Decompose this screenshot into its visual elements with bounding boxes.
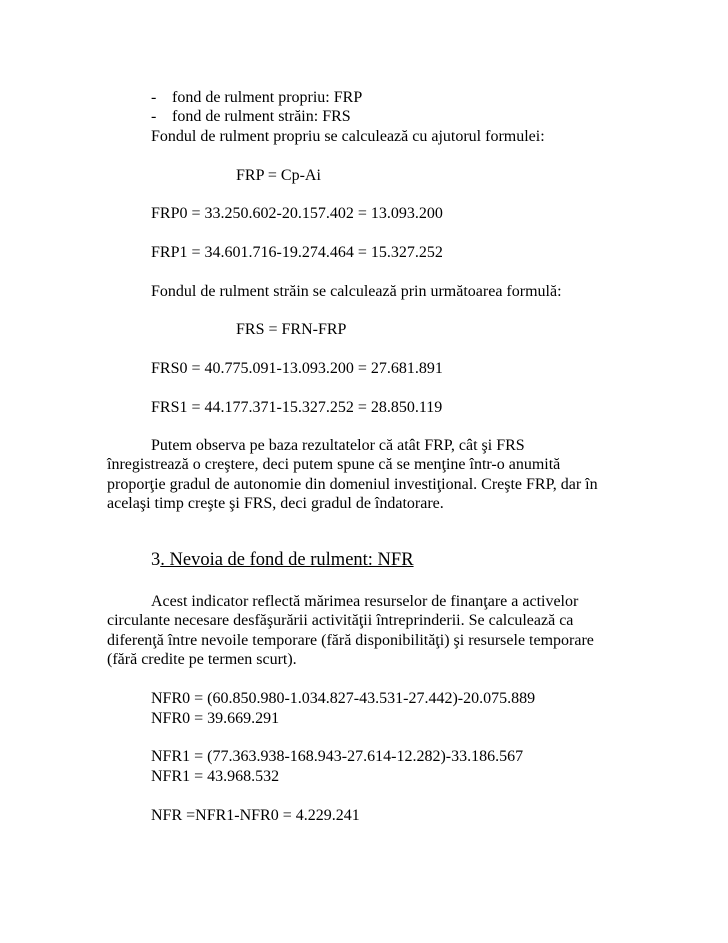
- list-item-frs: fond de rulment străin: FRS: [172, 108, 351, 125]
- calc-frs0: FRS0 = 40.775.091-13.093.200 = 27.681.891: [151, 360, 443, 377]
- list-bullet: -: [151, 89, 157, 106]
- result-nfr1: NFR1 = 43.968.532: [151, 768, 280, 785]
- paragraph-frp-intro: Fondul de rulment propriu se calculează cu ajutorul formulei:: [151, 128, 545, 145]
- nfr-description-line: (fără credite pe termen scurt).: [107, 651, 297, 668]
- section-heading: [151, 549, 414, 571]
- nfr-description-line: diferenţă între nevoile temporare (fără disponibilităţi) şi resursele temporare: [107, 632, 594, 649]
- result-nfr0: NFR0 = 39.669.291: [151, 710, 280, 727]
- section-title: . Nevoia de fond de rulment: NFR: [160, 550, 414, 570]
- list-bullet: -: [151, 108, 157, 125]
- conclusion-line: Putem observa pe baza rezultatelor că atât FRP, cât şi FRS: [151, 437, 525, 454]
- section-number: 3: [151, 550, 161, 570]
- list-item-frp: fond de rulment propriu: FRP: [172, 89, 363, 106]
- calc-frp1: FRP1 = 34.601.716-19.274.464 = 15.327.252: [151, 244, 443, 261]
- calc-nfr0: NFR0 = (60.850.980-1.034.827-43.531-27.442)-20.075.889: [151, 690, 536, 707]
- conclusion-line: acelaşi timp creşte şi FRS, deci gradul de îndatorare.: [107, 495, 444, 512]
- calc-frs1: FRS1 = 44.177.371-15.327.252 = 28.850.119: [151, 399, 443, 416]
- nfr-description-line: circulante necesare desfăşurării activităţii întreprinderii. Se calculează ca: [107, 612, 574, 629]
- formula-frs: FRS = FRN-FRP: [236, 321, 347, 338]
- calc-nfr1: NFR1 = (77.363.938-168.943-27.614-12.282)-33.186.567: [151, 748, 524, 765]
- paragraph-frs-intro: Fondul de rulment străin se calculează prin următoarea formulă:: [151, 283, 562, 300]
- formula-frp: FRP = Cp-Ai: [236, 167, 321, 184]
- nfr-description-line: Acest indicator reflectă mărimea resurselor de finanţare a activelor: [151, 593, 579, 610]
- conclusion-line: înregistrează o creştere, deci putem spune că se menţine într-o anumită: [107, 456, 561, 473]
- calc-frp0: FRP0 = 33.250.602-20.157.402 = 13.093.200: [151, 205, 443, 222]
- calc-nfr-total: NFR =NFR1-NFR0 = 4.229.241: [151, 807, 360, 824]
- conclusion-line: proporţie gradul de autonomie din domeniul investiţional. Creşte FRP, dar în: [107, 476, 598, 493]
